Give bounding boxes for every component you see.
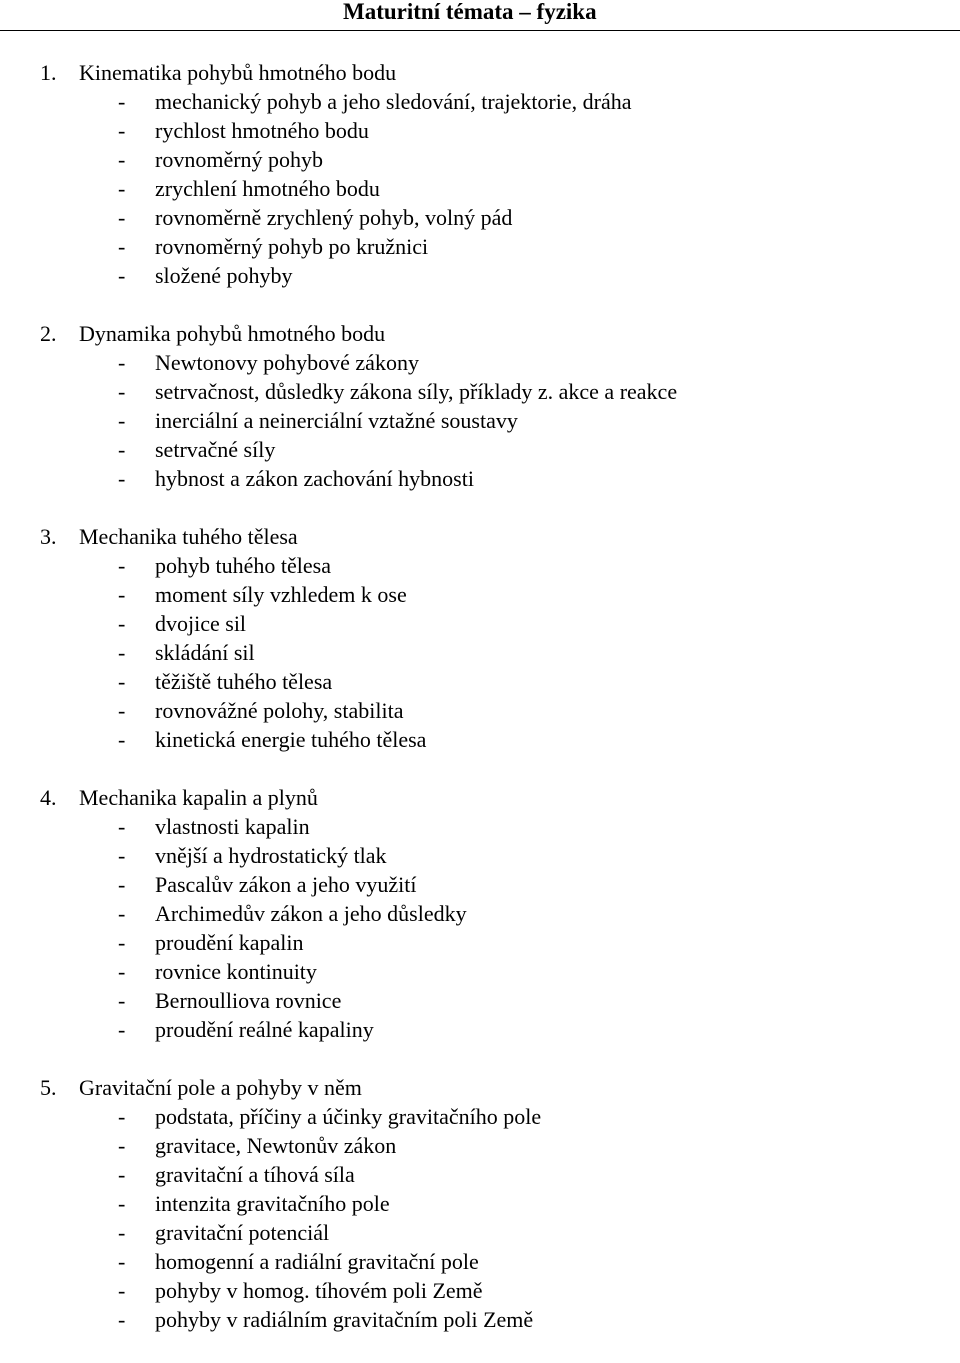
subtopic-list — [0, 348, 960, 493]
section-title: Dynamika pohybů hmotného bodu — [79, 321, 386, 346]
subtopic-list — [0, 551, 960, 754]
list-dash: - — [118, 379, 126, 404]
list-item — [0, 464, 960, 493]
list-item-text: inerciální a neinerciální vztažné soustavy — [155, 408, 518, 433]
list-dash: - — [118, 466, 126, 491]
list-item — [0, 1305, 960, 1334]
list-dash: - — [118, 988, 126, 1013]
list-item — [0, 1218, 960, 1247]
list-dash: - — [118, 727, 126, 752]
list-item-text: moment síly vzhledem k ose — [155, 582, 407, 607]
list-item-text: Archimedův zákon a jeho důsledky — [155, 901, 467, 926]
list-item-text: rovnoměrný pohyb po kružnici — [155, 234, 429, 259]
list-dash: - — [118, 611, 126, 636]
list-item-text: Newtonovy pohybové zákony — [155, 350, 419, 375]
list-dash: - — [118, 640, 126, 665]
list-dash: - — [118, 1249, 126, 1274]
section-number: 3. — [40, 524, 57, 549]
list-item-text: hybnost a zákon zachování hybnosti — [155, 466, 474, 491]
list-dash: - — [118, 89, 126, 114]
list-item — [0, 116, 960, 145]
list-item — [0, 667, 960, 696]
list-item — [0, 1189, 960, 1218]
list-dash: - — [118, 582, 126, 607]
list-dash: - — [118, 901, 126, 926]
list-item — [0, 174, 960, 203]
list-item — [0, 928, 960, 957]
list-item-text: vlastnosti kapalin — [155, 814, 310, 839]
section-number: 2. — [40, 321, 57, 346]
list-dash: - — [118, 1104, 126, 1129]
list-dash: - — [118, 176, 126, 201]
list-item-text: proudění kapalin — [155, 930, 304, 955]
list-item-text: intenzita gravitačního pole — [155, 1191, 390, 1216]
list-dash: - — [118, 205, 126, 230]
list-dash: - — [118, 959, 126, 984]
list-dash: - — [118, 930, 126, 955]
list-dash: - — [118, 843, 126, 868]
list-dash: - — [118, 1133, 126, 1158]
list-dash: - — [118, 669, 126, 694]
list-item-text: homogenní a radiální gravitační pole — [155, 1249, 479, 1274]
list-item — [0, 899, 960, 928]
list-item — [0, 145, 960, 174]
list-item-text: rovnice kontinuity — [155, 959, 317, 984]
list-dash: - — [118, 1307, 126, 1332]
list-item — [0, 348, 960, 377]
list-dash: - — [118, 1220, 126, 1245]
list-item-text: pohyby v radiálním gravitačním poli Země — [155, 1307, 534, 1332]
list-dash: - — [118, 147, 126, 172]
list-dash: - — [118, 437, 126, 462]
list-item — [0, 957, 960, 986]
list-item-text: rovnovážné polohy, stabilita — [155, 698, 404, 723]
subtopic-list — [0, 812, 960, 1044]
list-item — [0, 232, 960, 261]
list-item-text: mechanický pohyb a jeho sledování, trajektorie, dráha — [155, 89, 632, 114]
list-item — [0, 580, 960, 609]
list-item-text: rovnoměrně zrychlený pohyb, volný pád — [155, 205, 513, 230]
list-item — [0, 1131, 960, 1160]
list-item — [0, 377, 960, 406]
list-item-text: gravitace, Newtonův zákon — [155, 1133, 397, 1158]
section-number: 1. — [40, 60, 57, 85]
list-item — [0, 203, 960, 232]
list-item-text: kinetická energie tuhého tělesa — [155, 727, 427, 752]
list-dash: - — [118, 234, 126, 259]
list-item-text: pohyb tuhého tělesa — [155, 553, 331, 578]
section-title: Mechanika tuhého tělesa — [79, 524, 298, 549]
list-dash: - — [118, 553, 126, 578]
list-item — [0, 1160, 960, 1189]
list-item-text: podstata, příčiny a účinky gravitačního pole — [155, 1104, 542, 1129]
list-dash: - — [118, 1162, 126, 1187]
topics-list — [0, 58, 960, 1363]
section-heading — [0, 319, 960, 348]
list-item — [0, 1247, 960, 1276]
section-number: 4. — [40, 785, 57, 810]
list-item — [0, 870, 960, 899]
list-item — [0, 609, 960, 638]
list-item-text: pohyby v homog. tíhovém poli Země — [155, 1278, 483, 1303]
topic-section — [0, 783, 960, 1044]
list-item-text: proudění reálné kapaliny — [155, 1017, 374, 1042]
list-item-text: setrvačnost, důsledky zákona síly, příklady z. akce a reakce — [155, 379, 678, 404]
topic-section — [0, 522, 960, 754]
topic-section — [0, 58, 960, 290]
list-dash: - — [118, 118, 126, 143]
list-item — [0, 435, 960, 464]
list-dash: - — [118, 1278, 126, 1303]
topic-section — [0, 1073, 960, 1334]
list-item — [0, 1276, 960, 1305]
list-item-text: složené pohyby — [155, 263, 293, 288]
page-title: Maturitní témata – fyzika — [343, 0, 597, 24]
list-dash: - — [118, 263, 126, 288]
list-item-text: rovnoměrný pohyb — [155, 147, 324, 172]
section-heading — [0, 1073, 960, 1102]
list-item — [0, 986, 960, 1015]
list-dash: - — [118, 872, 126, 897]
section-heading — [0, 58, 960, 87]
list-item-text: setrvačné síly — [155, 437, 276, 462]
list-item — [0, 406, 960, 435]
section-number: 5. — [40, 1075, 57, 1100]
list-item — [0, 261, 960, 290]
section-title: Mechanika kapalin a plynů — [79, 785, 318, 810]
section-title: Gravitační pole a pohyby v něm — [79, 1075, 362, 1100]
list-item-text: dvojice sil — [155, 611, 247, 636]
list-item — [0, 551, 960, 580]
list-item — [0, 1015, 960, 1044]
section-heading — [0, 522, 960, 551]
list-item-text: zrychlení hmotného bodu — [155, 176, 380, 201]
topic-section — [0, 319, 960, 493]
list-item-text: těžiště tuhého tělesa — [155, 669, 333, 694]
list-dash: - — [118, 814, 126, 839]
subtopic-list — [0, 1102, 960, 1334]
list-item-text: vnější a hydrostatický tlak — [155, 843, 387, 868]
list-item-text: gravitační a tíhová síla — [155, 1162, 355, 1187]
list-item-text: Bernoulliova rovnice — [155, 988, 342, 1013]
section-title: Kinematika pohybů hmotného bodu — [79, 60, 397, 85]
list-dash: - — [118, 408, 126, 433]
list-item-text: skládání sil — [155, 640, 255, 665]
list-item — [0, 1102, 960, 1131]
list-item — [0, 841, 960, 870]
page-header — [0, 0, 960, 31]
subtopic-list — [0, 87, 960, 290]
list-item — [0, 812, 960, 841]
section-heading — [0, 783, 960, 812]
list-item — [0, 725, 960, 754]
list-item — [0, 87, 960, 116]
list-item-text: rychlost hmotného bodu — [155, 118, 369, 143]
list-dash: - — [118, 1017, 126, 1042]
list-item-text: Pascalův zákon a jeho využití — [155, 872, 417, 897]
list-item-text: gravitační potenciál — [155, 1220, 330, 1245]
list-item — [0, 696, 960, 725]
list-dash: - — [118, 1191, 126, 1216]
list-dash: - — [118, 698, 126, 723]
list-dash: - — [118, 350, 126, 375]
list-item — [0, 638, 960, 667]
